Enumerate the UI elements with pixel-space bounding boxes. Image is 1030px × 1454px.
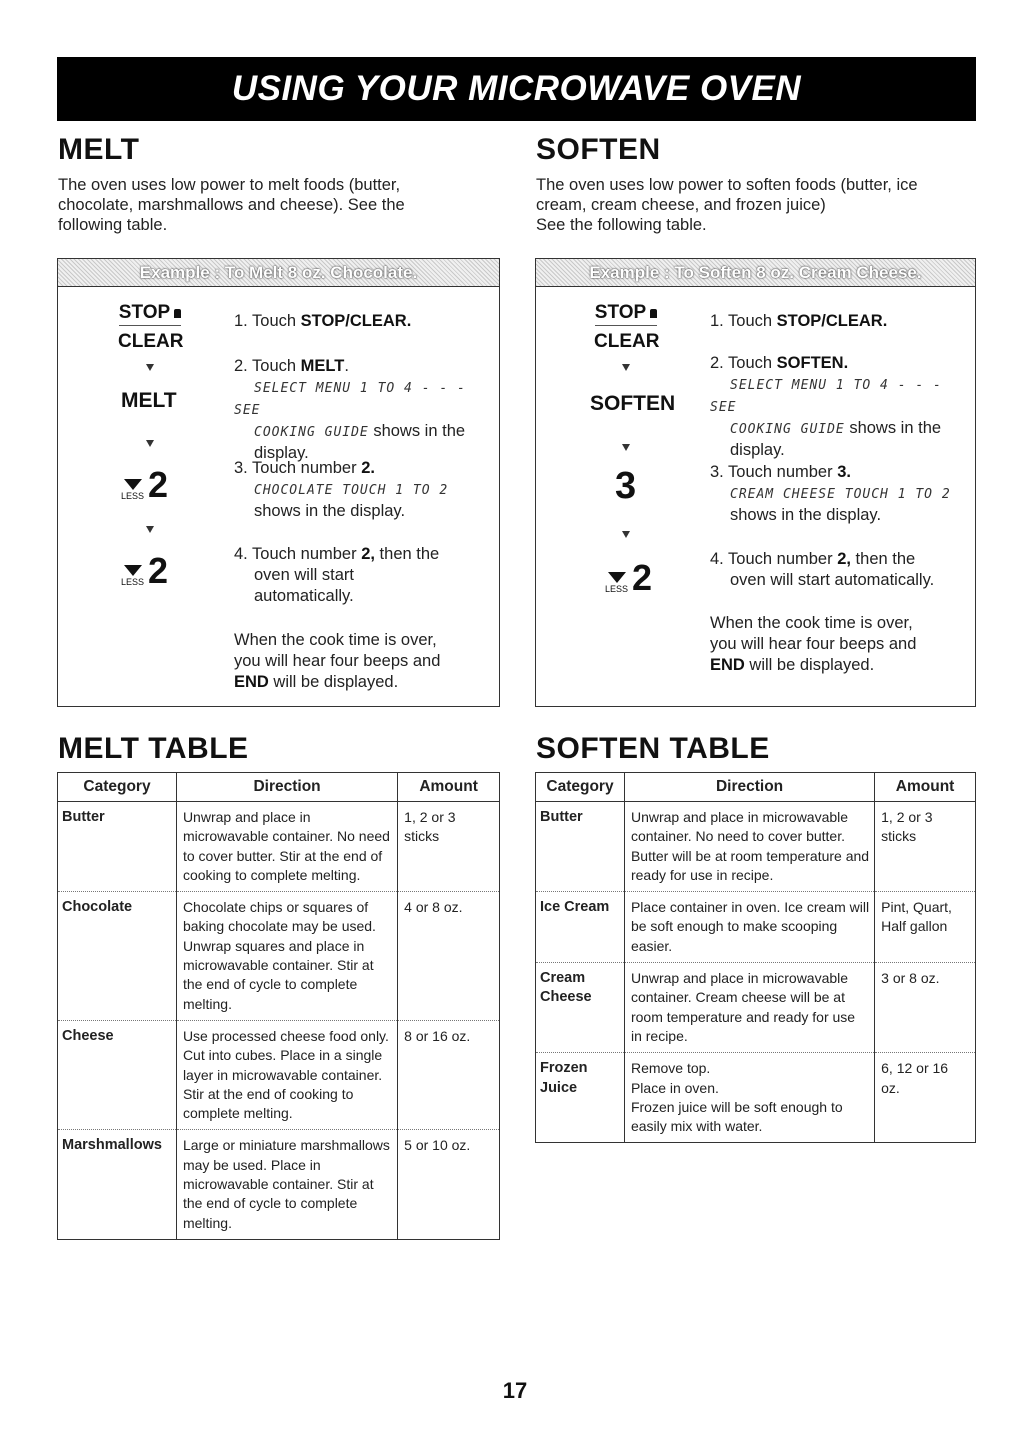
melt-example-title: Example : To Melt 8 oz. Chocolate. xyxy=(139,262,418,282)
banner-title: USING YOUR MICROWAVE OVEN xyxy=(231,69,802,108)
step-bold: MELT xyxy=(300,357,345,375)
step-text: 3. Touch number xyxy=(234,459,362,477)
soften-table xyxy=(535,772,976,1143)
display-text: COOKING GUIDE xyxy=(730,422,845,437)
table-row xyxy=(536,963,976,1053)
melt-intro: The oven uses low power to melt foods (butter, chocolate, marshmallows and cheese). See the following table. xyxy=(58,176,405,234)
amount-cell: 3 or 8 oz. xyxy=(875,963,976,1053)
soften-stop-clear-key xyxy=(594,302,660,352)
soften-step-4 xyxy=(710,549,968,591)
melt-heading: MELT xyxy=(58,133,140,166)
column-header: Direction xyxy=(624,773,874,802)
direction-cell: Place container in oven. Ice cream will be soft enough to make scooping easier. xyxy=(624,892,874,963)
display-text: SELECT MENU 1 TO 4 - - - SEE xyxy=(234,381,466,418)
step-text: will be displayed. xyxy=(744,656,875,674)
step-bold: 3. xyxy=(837,463,851,481)
table-row xyxy=(58,1130,500,1239)
step-text: 3. Touch number xyxy=(710,463,838,481)
step-text: 1. Touch xyxy=(710,312,777,330)
display-text: CHOCOLATE TOUCH 1 TO 2 xyxy=(254,483,449,498)
lock-icon xyxy=(650,309,657,318)
category-cell: Ice Cream xyxy=(536,892,625,963)
arrow-down-icon xyxy=(622,364,630,371)
column-header: Amount xyxy=(875,773,976,802)
stop-label: STOP xyxy=(594,302,647,323)
melt-step-1 xyxy=(234,311,411,332)
direction-cell: Large or miniature marshmallows may be used. Place in microwavable container. Stir at the end of cycle to complete melting. xyxy=(176,1130,397,1239)
direction-cell: Use processed cheese food only. Cut into cubes. Place in a single layer in microwavable container. Stir at the end of cooking to complete melting. xyxy=(176,1020,397,1129)
step-bold: END xyxy=(710,656,745,674)
stop-label: STOP xyxy=(118,302,171,323)
display-text: COOKING GUIDE xyxy=(254,425,369,440)
category-cell: Frozen Juice xyxy=(536,1053,625,1143)
clear-label: CLEAR xyxy=(118,331,184,352)
step-text: display. xyxy=(254,444,309,462)
step-text: oven will start xyxy=(254,566,354,584)
step-text: When the cook time is over, xyxy=(234,631,437,649)
intro-line: The oven uses low power to soften foods (butter, ice xyxy=(536,176,918,194)
triangle-down-icon xyxy=(124,565,142,576)
intro-line: cream, cream cheese, and frozen juice) xyxy=(536,196,826,214)
soften-number-key-2 xyxy=(605,557,653,598)
melt-step-4 xyxy=(234,544,484,607)
soften-key: SOFTEN xyxy=(590,392,676,415)
direction-cell: Unwrap and place in microwavable container. No need to cover butter. Butter will be at room temperature and ready for use in recipe. xyxy=(624,802,874,892)
step-bold: 2, xyxy=(837,550,851,568)
melt-table-heading: MELT TABLE xyxy=(58,732,249,765)
soften-step-1 xyxy=(710,311,887,332)
table-row xyxy=(58,1020,500,1129)
arrow-down-icon xyxy=(622,444,630,451)
digit-label: 2 xyxy=(148,464,169,505)
triangle-down-icon xyxy=(124,479,142,490)
step-text: shows in the xyxy=(844,419,942,437)
step-text: automatically. xyxy=(254,587,354,605)
step-bold: 2. xyxy=(361,459,375,477)
soften-end-note xyxy=(710,613,968,676)
triangle-down-icon xyxy=(608,572,626,583)
soften-step-2 xyxy=(710,353,968,461)
step-bold: STOP/CLEAR. xyxy=(776,312,888,330)
step-text: . xyxy=(344,357,349,375)
step-text: then the xyxy=(374,545,440,563)
amount-cell: 5 or 10 oz. xyxy=(398,1130,500,1239)
column-header: Category xyxy=(58,773,177,802)
category-cell: Marshmallows xyxy=(58,1130,177,1239)
step-text: display. xyxy=(730,441,785,459)
display-text: SELECT MENU 1 TO 4 - - - SEE xyxy=(710,378,942,415)
table-header-row xyxy=(536,773,976,802)
arrow-down-icon xyxy=(146,526,154,533)
melt-number-key-2 xyxy=(121,464,169,505)
step-text: you will hear four beeps and xyxy=(710,635,917,653)
category-cell: Cheese xyxy=(58,1020,177,1129)
step-text: then the xyxy=(850,550,916,568)
table-row xyxy=(58,802,500,892)
melt-stop-clear-key xyxy=(118,302,184,352)
soften-step-3 xyxy=(710,462,968,526)
arrow-down-icon xyxy=(146,364,154,371)
less-label: LESS xyxy=(605,584,629,594)
step-text: When the cook time is over, xyxy=(710,614,913,632)
category-cell: Butter xyxy=(536,802,625,892)
table-row xyxy=(536,1053,976,1143)
step-bold: STOP/CLEAR. xyxy=(300,312,412,330)
digit-label: 2 xyxy=(148,550,169,591)
step-text: 4. Touch number xyxy=(234,545,362,563)
step-text: 1. Touch xyxy=(234,312,301,330)
table-row xyxy=(58,892,500,1021)
amount-cell: 8 or 16 oz. xyxy=(398,1020,500,1129)
melt-number-key-2b xyxy=(121,550,169,591)
melt-step-2 xyxy=(234,356,484,464)
column-header: Direction xyxy=(176,773,397,802)
category-cell: Butter xyxy=(58,802,177,892)
amount-cell: 1, 2 or 3 sticks xyxy=(875,802,976,892)
direction-cell: Remove top. Place in oven. Frozen juice will be soft enough to easily mix with water. xyxy=(624,1053,874,1143)
soften-intro xyxy=(536,175,976,235)
step-bold: SOFTEN. xyxy=(776,354,849,372)
intro-line: See the following table. xyxy=(536,216,707,234)
amount-cell: Pint, Quart, Half gallon xyxy=(875,892,976,963)
column-header: Category xyxy=(536,773,625,802)
table-row xyxy=(536,892,976,963)
melt-table xyxy=(57,772,500,1240)
step-text: 2. Touch xyxy=(234,357,301,375)
digit-label: 2 xyxy=(632,557,653,598)
step-bold: END xyxy=(234,673,269,691)
soften-example-title: Example : To Soften 8 oz. Cream Cheese. xyxy=(589,262,922,282)
table-row xyxy=(536,802,976,892)
less-label: LESS xyxy=(121,577,145,587)
column-header: Amount xyxy=(398,773,500,802)
step-text: will be displayed. xyxy=(268,673,399,691)
amount-cell: 4 or 8 oz. xyxy=(398,892,500,1021)
melt-example-header xyxy=(58,259,499,287)
direction-cell: Unwrap and place in microwavable container. Cream cheese will be at room temperature and ready for use in recipe. xyxy=(624,963,874,1053)
number-key-3: 3 xyxy=(615,465,637,507)
category-cell: Chocolate xyxy=(58,892,177,1021)
step-text: oven will start automatically. xyxy=(730,571,935,589)
step-text: you will hear four beeps and xyxy=(234,652,441,670)
direction-cell: Chocolate chips or squares of baking chocolate may be used. Unwrap squares and place in microwavable container. Stir at the end of cycle to complete melting. xyxy=(176,892,397,1021)
step-text: shows in the display. xyxy=(730,506,882,524)
step-text: 4. Touch number xyxy=(710,550,838,568)
step-bold: 2, xyxy=(361,545,375,563)
amount-cell: 1, 2 or 3 sticks xyxy=(398,802,500,892)
lock-icon xyxy=(174,309,181,318)
step-text: 2. Touch xyxy=(710,354,777,372)
direction-cell: Unwrap and place in microwavable container. No need to cover butter. Stir at the end of cooking to complete melting. xyxy=(176,802,397,892)
melt-step-3 xyxy=(234,458,484,522)
arrow-down-icon xyxy=(622,531,630,538)
display-text: CREAM CHEESE TOUCH 1 TO 2 xyxy=(730,487,951,502)
step-text: shows in the xyxy=(368,422,466,440)
less-label: LESS xyxy=(121,491,145,501)
soften-heading: SOFTEN xyxy=(536,133,661,166)
soften-table-heading: SOFTEN TABLE xyxy=(536,732,770,765)
amount-cell: 6, 12 or 16 oz. xyxy=(875,1053,976,1143)
page-number: 17 xyxy=(502,1378,528,1403)
table-header-row xyxy=(58,773,500,802)
arrow-down-icon xyxy=(146,440,154,447)
clear-label: CLEAR xyxy=(594,331,660,352)
category-cell: Cream Cheese xyxy=(536,963,625,1053)
page-banner xyxy=(57,57,976,121)
melt-key: MELT xyxy=(121,389,177,412)
melt-end-note xyxy=(234,630,484,693)
step-text: shows in the display. xyxy=(254,502,406,520)
soften-example-header xyxy=(536,259,975,287)
